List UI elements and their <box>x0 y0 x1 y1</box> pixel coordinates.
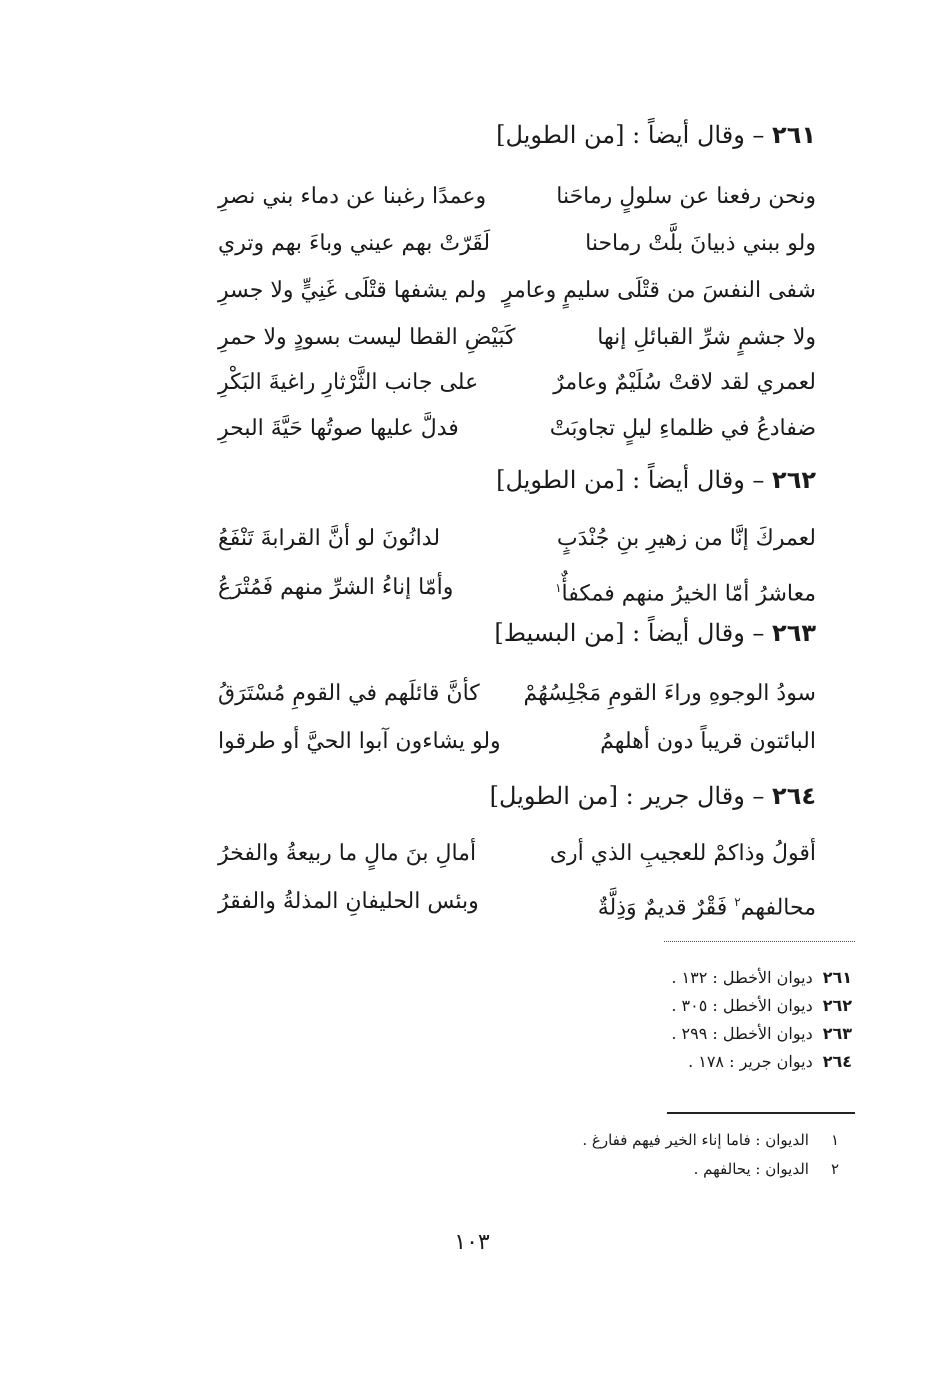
footnote <box>419 1126 839 1154</box>
verse-second-hemistich: لَقَرّتْ بهم عيني وباءَ بهم وتري <box>218 231 491 256</box>
verse-second-hemistich: ولو يشاءون آبوا الحيَّ أو طرقوا <box>218 729 501 754</box>
verse-first-hemistich: لعمري لقد لاقتْ سُلَيْمٌ وعامرٌ <box>553 370 816 395</box>
verse-line <box>210 175 816 219</box>
section-title: – وقال أيضاً : [من البسيط] <box>494 619 773 647</box>
footnote-marker: ١ <box>555 581 562 595</box>
verse-first-hemistich: البائتون قريباً دون أهلهمُ <box>600 729 816 754</box>
source-text: ديوان جرير : ١٧٨ . <box>688 1052 813 1071</box>
verse-line <box>210 361 816 405</box>
source-text: ديوان الأخطل : ٣٠٥ . <box>671 996 813 1015</box>
verse-second-hemistich: على جانب الثَّرْثارِ راغيةَ البَكْرِ <box>218 370 479 395</box>
footnote-text: الديوان : فاما إناء الخير فيهم ففارغ . <box>582 1131 809 1149</box>
section-number: ٢٦٢ <box>772 466 816 494</box>
verse-second-hemistich: وأمّا إناءُ الشرِّ منهم فَمُتْرَعُ <box>218 575 454 600</box>
verse-line <box>210 832 816 876</box>
verse-first-hemistich: ونحن رفعنا عن سلولٍ رماحَنا <box>556 184 816 209</box>
verse-second-hemistich: كأنَّ قائلَهم في القومِ مُسْتَرَقُ <box>218 681 480 706</box>
verse-line <box>210 672 816 716</box>
footnote-separator <box>667 1112 855 1114</box>
hemistich-text: معاشرُ أمّا الخيرُ منهم فمكفأٌ <box>561 581 816 607</box>
verse-second-hemistich: أمالِ بنَ مالٍ ما ربيعةُ والفخرُ <box>218 841 477 866</box>
verse-second-hemistich: وبئس الحليفانِ المذلةُ والفقرُ <box>218 889 479 914</box>
verse-second-hemistich: ولم يشفها قتْلَى غَنِيٍّ ولا جسرِ <box>218 278 487 303</box>
footnote-text: الديوان : يحالفهم . <box>693 1160 809 1178</box>
section-number: ٢٦٣ <box>772 619 816 647</box>
verse-line <box>210 407 816 451</box>
verse-first-hemistich <box>555 566 816 616</box>
hemistich-text: محالفهم <box>740 895 816 921</box>
section-heading <box>216 615 816 651</box>
source-number: ٢٦٣ <box>822 1024 852 1043</box>
verse-line <box>210 517 816 561</box>
footnote-marker: ٢ <box>734 895 741 909</box>
source-number: ٢٦١ <box>822 968 852 987</box>
verse-first-hemistich <box>598 880 816 930</box>
section-heading <box>216 117 816 153</box>
source-entry <box>452 1020 852 1048</box>
verse-first-hemistich: ولا جشمٍ شرِّ القبائلِ إنها <box>597 325 816 350</box>
source-number: ٢٦٤ <box>822 1052 852 1071</box>
hemistich-text: فَقْرٌ قديمٌ وَذِلَّةٌ <box>597 895 735 921</box>
source-entry <box>452 964 852 992</box>
source-entry <box>452 1048 852 1076</box>
page-number: ١٠٣ <box>454 1230 490 1255</box>
source-text: ديوان الأخطل : ٢٩٩ . <box>671 1024 813 1043</box>
verse-first-hemistich: ضفادعُ في ظلماءِ ليلٍ تجاوبَتْ <box>549 416 816 441</box>
verse-line <box>210 222 816 266</box>
section-number: ٢٦١ <box>772 121 816 149</box>
section-heading <box>216 462 816 498</box>
section-title: – وقال جرير : [من الطويل] <box>489 782 773 810</box>
verse-line <box>210 720 816 764</box>
verse-second-hemistich: فدلَّ عليها صوتُها حَيَّةَ البحرِ <box>218 416 459 441</box>
footnote-number: ٢ <box>830 1160 839 1178</box>
section-title: – وقال أيضاً : [من الطويل] <box>496 121 773 149</box>
verse-first-hemistich: شفى النفسَ من قتْلَى سليمٍ وعامرٍ <box>501 278 816 303</box>
verse-line <box>210 566 816 610</box>
verse-first-hemistich: ولو ببني ذبيانَ بلَّتْ رماحنا <box>585 231 816 256</box>
footnote-number: ١ <box>830 1131 839 1149</box>
verse-first-hemistich: أقولُ وذاكمْ للعجيبِ الذي أرى <box>549 841 816 866</box>
verse-second-hemistich: كَبَيْضِ القطا ليست بسودٍ ولا حمرِ <box>218 325 516 350</box>
section-title: – وقال أيضاً : [من الطويل] <box>496 466 773 494</box>
source-number: ٢٦٢ <box>822 996 852 1015</box>
verse-line <box>210 316 816 360</box>
verse-second-hemistich: لدانُونَ لو أنَّ القرابةَ تَنْفَعُ <box>218 526 441 551</box>
source-text: ديوان الأخطل : ١٣٢ . <box>671 968 813 987</box>
verse-line <box>210 269 816 313</box>
source-entry <box>452 992 852 1020</box>
verse-first-hemistich: سودُ الوجوهِ وراءَ القومِ مَجْلِسُهُمْ <box>523 681 816 706</box>
footnote <box>419 1155 839 1183</box>
section-number: ٢٦٤ <box>772 782 816 810</box>
verse-first-hemistich: لعمركَ إنَّا من زهيرِ بنِ جُنْدَبٍ <box>556 526 816 551</box>
sources-separator <box>664 941 855 942</box>
verse-second-hemistich: وعمدًا رغبنا عن دماء بني نصرِ <box>218 184 487 209</box>
verse-line <box>210 880 816 924</box>
section-heading <box>216 778 816 814</box>
